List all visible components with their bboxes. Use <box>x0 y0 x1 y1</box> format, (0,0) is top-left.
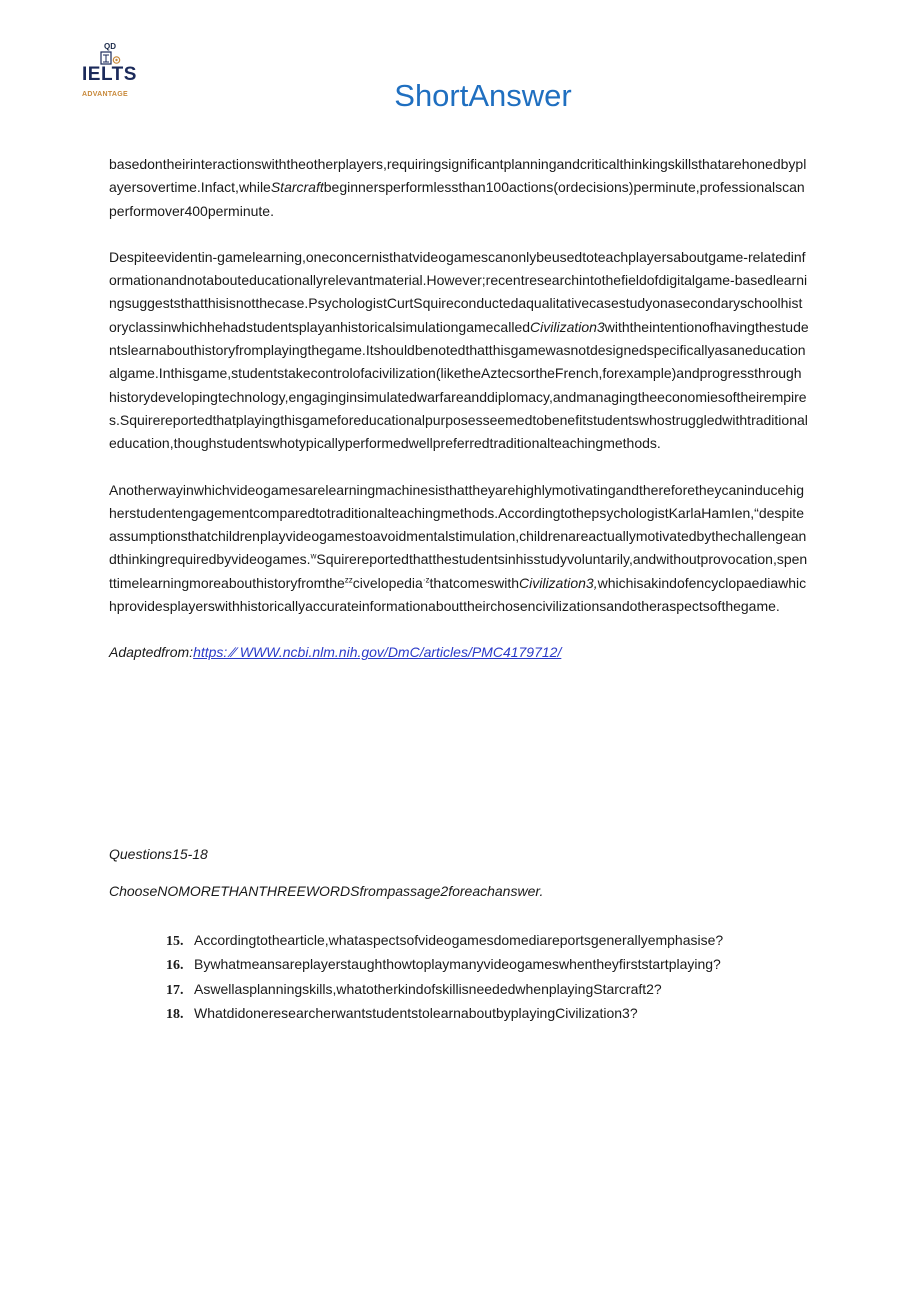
question-item <box>166 1002 816 1026</box>
paragraph-1-text-b: beginnersperformlessthan100actions(ordecisions)perminute,professionalscanperformover400perminute. <box>109 179 805 219</box>
paragraph-2-italic: Civilization3 <box>530 318 605 335</box>
question-number: 17. <box>166 982 184 998</box>
question-list <box>166 929 816 1026</box>
question-text: Accordingtothearticle,whataspectsofvideogamesdomediareportsgenerallyemphasise? <box>194 932 724 948</box>
question-number: 15. <box>166 934 184 949</box>
paragraph-1-text-a: basedontheirinteractionswiththeotherplayers,requiringsignificantplanningandcriticalthinkingskillsthatarehonedbyplayersovertime.Infact,while <box>109 156 807 196</box>
paragraph-3-italic: Civilization3, <box>519 574 598 591</box>
footnote-mark: ·z <box>422 575 430 585</box>
source-label: Adaptedfrom: <box>109 644 194 661</box>
footnote-mark: w <box>310 551 317 561</box>
paragraph-1 <box>109 153 809 223</box>
paragraph-2-text-a: Despiteevidentin-gamelearning,oneconcernisthatvideogamescanonlybeusedtoteachplayersaboutgame-relatedinformationandnotabouteducationallyrelevantmaterial.However;recentresearchintothefieldofdigitalgame-basedlearningsuggeststhatthisisnotthecase.PsychologistCurtSquireconductedaqualitativecasestudyonasecondaryschoolhistoryclassinwhichhehadstudentsplayanhistoricalsimulationgamecalled <box>109 248 808 335</box>
passage <box>109 153 809 688</box>
paragraph-3-text-a: Anotherwayinwhichvideogamesarelearningmachinesisthattheyarehighlymotivatingandthereforetheycaninducehigherstudentengagementcomparedtotraditionalteachingmethods.AccordingtothepsychologistKarlaHamIen,“despiteassumptionsthatchildrenplayvideogamestoavoidmentalstimulation,childrenareactuallymotivatedbythechallengeandthinkingrequiredbyvideogames. <box>109 481 807 568</box>
logo-qd-text: QD <box>104 42 116 51</box>
question-item <box>166 953 816 977</box>
source-reference <box>109 641 809 664</box>
question-item <box>166 978 816 1002</box>
paragraph-2-text-b: withtheintentionofhavingthestudentslearnabouthistoryfromplayingthegame.Itshouldbenotedthatthisgamewasnotdesignedspecificallyasaneducationalgame.Inthisgame,studentstakecontrolofacivilization(liketheAztecsortheFrench,forexample)andprogressthroughhistorydevelopingtechnology,engaginginsimulatedwarfareanddiplomacy,andmanagingtheeconomiesoftheirempires.Squirereportedthatplayingthisgameforeducationalpurposesseemedtobenefitstudentswhostruggledwithtraditionaleducation,thoughstudentswhotypicallyperformedwellpreferredtraditionalteachingmethods. <box>109 318 809 452</box>
question-item <box>166 929 816 953</box>
question-number: 16. <box>166 958 184 974</box>
question-text: Aswellasplanningskills,whatotherkindofskillisneededwhenplayingStarcraft2? <box>194 980 662 997</box>
question-text: Bywhatmeansareplayerstaughthowtoplaymanyvideogameswhentheyfirststartplaying? <box>194 956 721 973</box>
page-title: ShortAnswer <box>394 78 572 113</box>
paragraph-3-text-d: thatcomeswith <box>429 574 519 591</box>
logo-emblem-icon <box>100 51 122 65</box>
questions-instruction: ChooseNOMORETHANTHREEWORDSfrompassage2foreachanswer. <box>109 883 544 899</box>
logo-ielts-text: IELTS <box>82 64 137 85</box>
paragraph-3-text-e: whichisakindofencyclopaediawhichprovidesplayerswithhistoricallyaccurateinformationabouttheirchosencivilizationsandotheraspectsofthegame. <box>109 574 807 615</box>
paragraph-2 <box>109 246 809 456</box>
questions-heading: Questions15-18 <box>109 846 208 862</box>
question-number: 18. <box>166 1006 184 1022</box>
paragraph-3 <box>109 479 809 619</box>
paragraph-3-text-b: Squirereportedthatthestudentsinhisstudyvoluntarily,andwithoutprovocation,spenttimelearningmoreabouthistoryfromthe <box>109 551 808 591</box>
question-text: WhatdidoneresearcherwantstudentstolearnaboutbyplayingCivilization3? <box>194 1004 638 1021</box>
source-link[interactable]: https: ∕∕ WWW.ncbi.nlm.nih.gov/DmC/articles/PMC4179712/ <box>193 644 562 661</box>
paragraph-3-text-c: civelopedia <box>352 574 423 591</box>
paragraph-1-italic: Starcraft <box>270 179 324 196</box>
logo-tagline: ADVANTAGE <box>82 91 128 98</box>
footnote-mark: zz <box>344 575 353 585</box>
